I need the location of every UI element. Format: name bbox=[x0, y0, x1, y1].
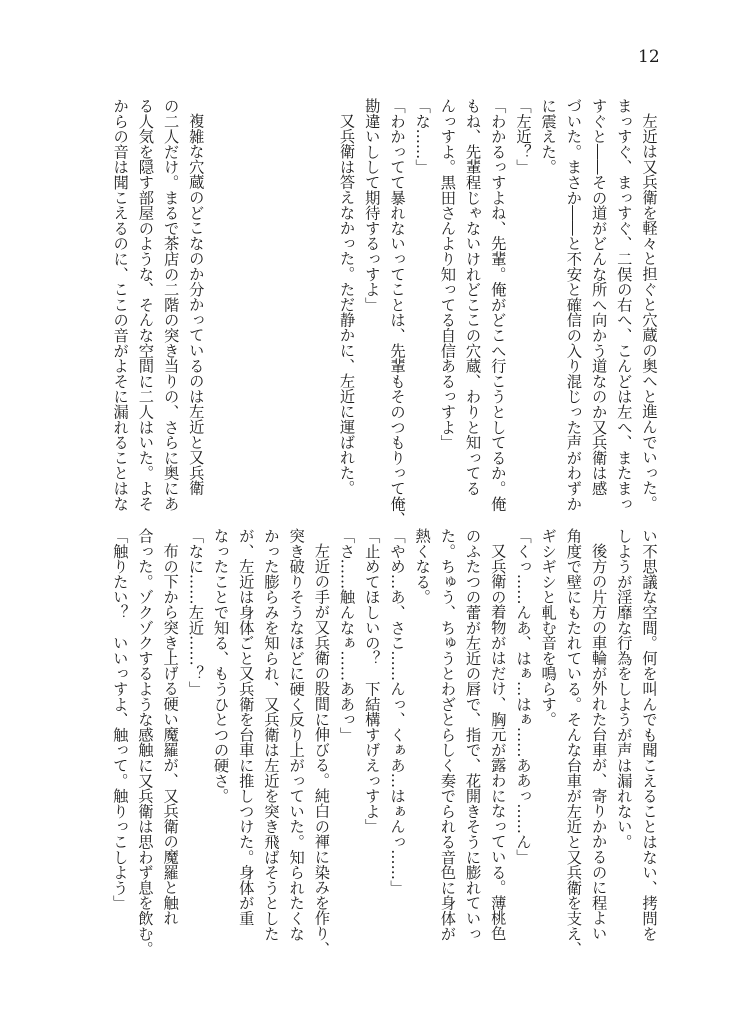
text-line: もね、先輩程じゃないけれどここの穴蔵、わりと知ってる bbox=[463, 98, 482, 496]
upper-text-block-left bbox=[107, 98, 208, 538]
text-line: なったことで知る、もうひとつの硬さ。 bbox=[211, 528, 230, 804]
text-line: 布の下から突き上げる硬い魔羅が、又兵衛の魔羅と触れ bbox=[161, 543, 180, 926]
text-line: 後方の片方の車輪が外れた台車が、寄りかかるのに程よい bbox=[589, 543, 608, 942]
upper-text-block-right bbox=[333, 98, 661, 538]
text-line: た。ちゅう、ちゅうとわざとらしく奏でられる音色に身体が bbox=[438, 528, 457, 942]
page-number: 12 bbox=[638, 47, 660, 67]
text-line: 「わかるっすよね、先輩。俺がどこへ行こうとしてるか。俺 bbox=[488, 98, 507, 512]
text-line: 突き破りそうなほどに硬く反り上がっていた。知られたくな bbox=[287, 528, 306, 942]
text-line: 熱くなる。 bbox=[413, 528, 432, 605]
text-line: すぐと――その道がどんな所へ向かう道なのか又兵衛は感 bbox=[589, 98, 608, 496]
text-line: のふたつの蕾が左近の唇で、指で、花開きそうに膨れていっ bbox=[463, 528, 482, 942]
text-line: 「触りたい？ いいっすよ、触って。触りっこしよう」 bbox=[110, 528, 129, 911]
text-line: 左近は又兵衛を軽々と担ぐと穴蔵の奥へと進んでいった。 bbox=[640, 113, 658, 512]
text-line: 「止めてほしいの？ 下結構すげえっすよ」 bbox=[362, 528, 381, 834]
text-line: 角度で壁にもたれている。そんな台車が左近と又兵衛を支え、 bbox=[564, 528, 583, 957]
text-line: づいた。まさか――と不安と確信の入り混じった声がわずか bbox=[564, 98, 583, 512]
text-line: の二人だけ。まるで茶店の二階の突き当りの、さらに奥にあ bbox=[161, 98, 180, 512]
text-line: 「さ……触んなぁ……ああっ」 bbox=[337, 528, 356, 743]
text-line: 又兵衛は答えなかった。ただ静かに、左近に運ばれた。 bbox=[337, 113, 356, 496]
text-line: 左近の手が又兵衛の股間に伸びる。純白の褌に染みを作り、 bbox=[312, 543, 331, 957]
text-line: しようが淫靡な行為をしようが声は漏れない。 bbox=[614, 528, 633, 850]
lower-text-block bbox=[107, 528, 661, 968]
text-line: 複雑な穴蔵のどこなのか分かっているのは左近と又兵衛 bbox=[186, 113, 205, 496]
text-line: からの音は聞こえるのに、ここの音がよそに漏れることはな bbox=[111, 98, 130, 512]
text-line: 「やめ…あ、さこ……んっ、くぁあ…はぁんっ……」 bbox=[387, 528, 406, 896]
text-line: 「くっ……んあ、はぁ…はぁ……ああっ……ん」 bbox=[513, 528, 532, 865]
text-line: が、左近は身体ごと又兵衛を台車に推しつけた。身体が重 bbox=[236, 528, 255, 926]
text-line: に震えた。 bbox=[539, 98, 558, 175]
text-line: ギシギシと軋む音を鳴らす。 bbox=[539, 528, 558, 727]
text-line: 又兵衛の着物がはだけ、胸元が露わになっている。薄桃色 bbox=[488, 543, 507, 942]
text-line: 「なに……左近……？」 bbox=[186, 528, 205, 697]
text-line: まっすぐ、まっすぐ、二俣の右へ、こんどは左へ、またまっ bbox=[614, 98, 633, 512]
text-line: 「左近？」 bbox=[513, 98, 532, 175]
text-line: 「わかってて暴れないってことは、先輩もそのつもりって俺、 bbox=[387, 98, 406, 527]
text-line: かった膨らみを知られ、又兵衛は左近を突き飛ばそうとした bbox=[261, 528, 280, 942]
text-line: 合った。ゾクゾクするような感触に又兵衛は思わず息を飲む。 bbox=[135, 528, 154, 957]
text-line: 勘違いしして期待するっすよ」 bbox=[362, 98, 381, 313]
text-line: んっすよ。黒田さんより知ってる自信あるっすよ」 bbox=[438, 98, 457, 450]
text-line: 「な……」 bbox=[413, 98, 432, 175]
text-line: る人気を隠す部屋のような、そんな空間に二人はいた。よそ bbox=[136, 98, 155, 512]
text-line: い不思議な空間。何を叫んでも聞こえることはない、拷問を bbox=[640, 528, 658, 942]
